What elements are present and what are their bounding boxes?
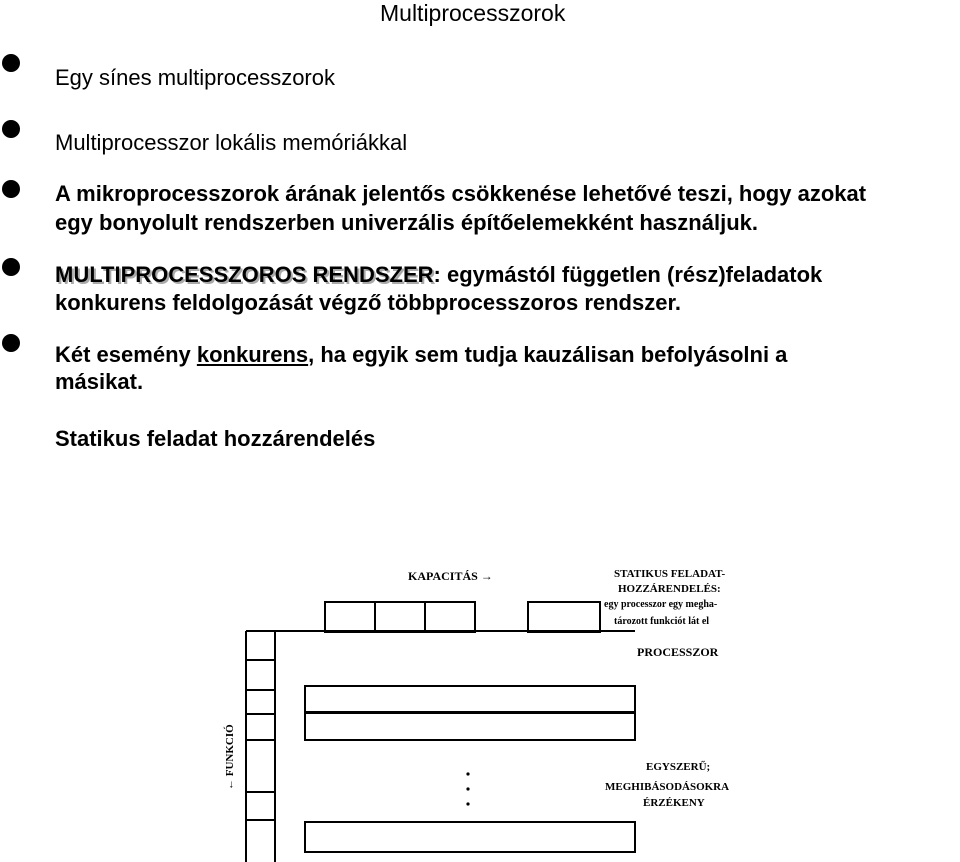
processor-bar — [305, 822, 635, 852]
bullet-5-line-1-rest: , ha egyik sem tudja kauzálisan befolyásolni a — [308, 342, 788, 367]
static-assignment-note-4: tározott funkciót lát el — [614, 616, 710, 627]
bullet-5-line-2: másikat. — [55, 369, 144, 394]
bullet-3-line-1: A mikroprocesszorok árának jelentős csökkenése lehetővé teszi, hogy azokat — [55, 181, 867, 206]
bullet-3-line-2: egy bonyolult rendszerben univerzális építőelemekként használjuk. — [55, 210, 758, 235]
processor-bars — [305, 686, 635, 852]
ellipsis-dots — [466, 772, 469, 805]
concurrent-term: konkurens — [196, 342, 309, 367]
function-label: ← FUNKCIÓ — [224, 724, 236, 790]
processor-box — [325, 602, 375, 632]
bullet-4-line-1-rest: : egymástól független (rész)feladatok — [433, 262, 823, 287]
processor-bar — [305, 686, 635, 713]
processor-box — [425, 602, 475, 632]
bullet-1-text: Egy sínes multiprocesszorok — [55, 65, 335, 90]
function-column — [246, 631, 275, 862]
static-assignment-note-3: egy processzor egy megha- — [604, 599, 718, 610]
processor-bar — [305, 712, 635, 740]
bullet-2-text: Multiprocesszor lokális memóriákkal — [55, 130, 408, 155]
static-assignment-note-1: STATIKUS FELADAT- — [614, 568, 726, 580]
capacity-label: KAPACITÁS → — [408, 569, 493, 583]
processor-box — [528, 602, 600, 632]
section-heading: Statikus feladat hozzárendelés — [55, 426, 376, 451]
bullet-4-line-2: konkurens feldolgozását végző többprocesszoros rendszer. — [55, 290, 681, 315]
simple-note-1: EGYSZERŰ; — [646, 761, 711, 773]
static-assignment-note-2: HOZZÁRENDELÉS: — [618, 583, 721, 595]
processor-label: PROCESSZOR — [637, 645, 719, 659]
processor-row-top — [325, 602, 600, 632]
simple-note-2: MEGHIBÁSODÁSOKRA — [605, 781, 730, 793]
page-title: Multiprocesszorok — [380, 0, 566, 26]
right-arrow-icon: → — [480, 569, 493, 583]
bullet-5-pre: Két esemény — [55, 342, 197, 367]
processor-box — [375, 602, 425, 632]
left-arrow-icon: ← — [224, 779, 236, 790]
multiprocessor-system-term: MULTIPROCESSZOROS RENDSZER — [55, 262, 434, 287]
simple-note-3: ÉRZÉKENY — [643, 797, 705, 809]
